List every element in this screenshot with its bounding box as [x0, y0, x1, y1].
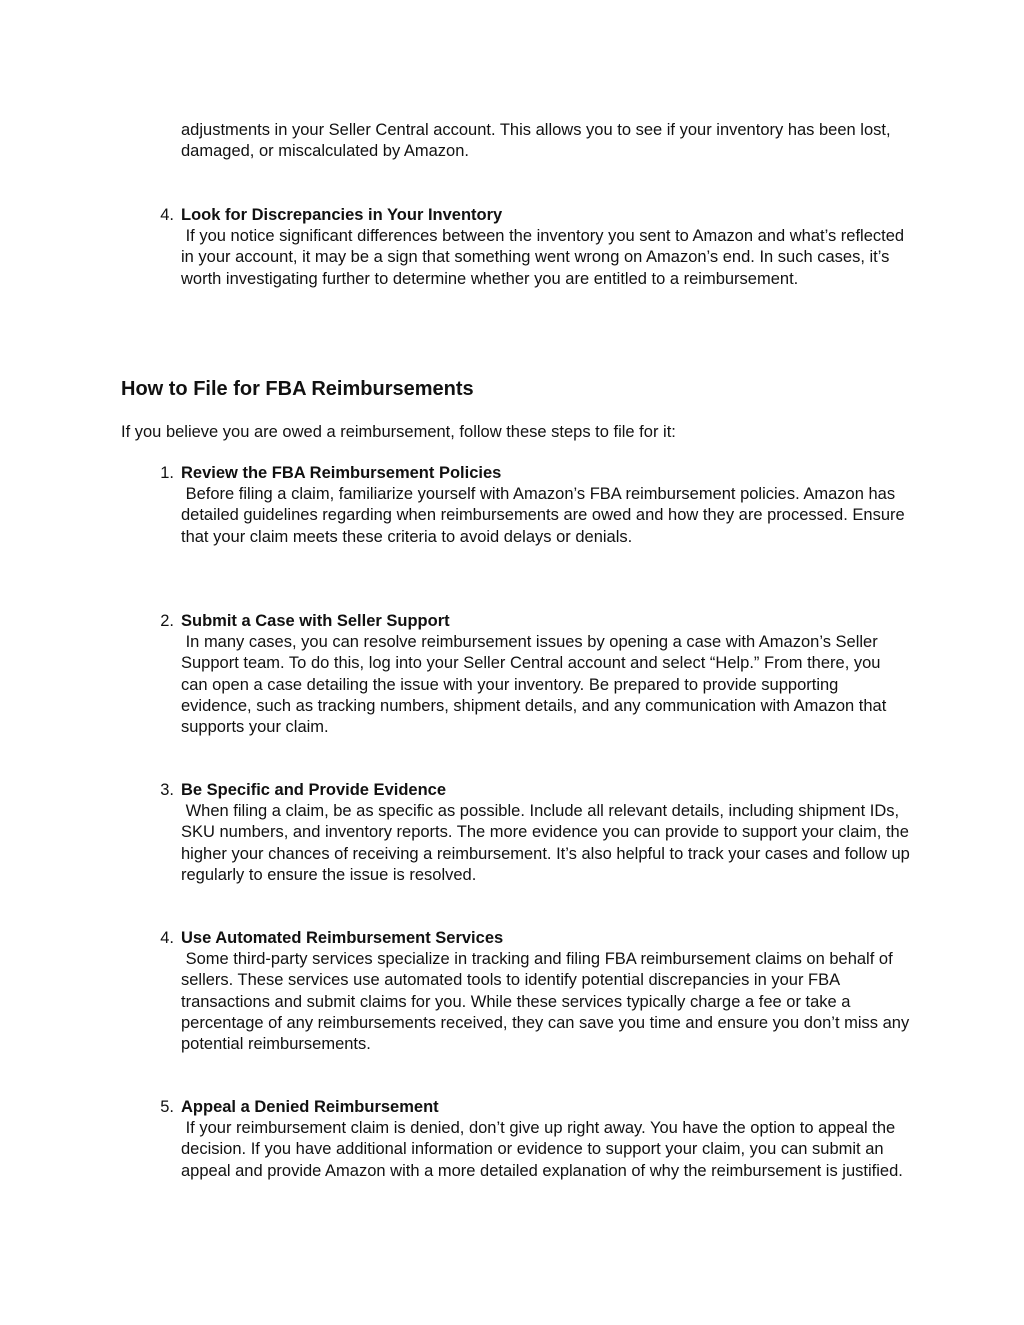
section-intro: If you believe you are owed a reimbursement, follow these steps to file for it:: [121, 423, 676, 441]
continued-paragraph: adjustments in your Seller Central account. This allows you to see if your inventory has been lost, damaged, or miscalculated by Amazon.: [181, 121, 891, 161]
list-item-title: Look for Discrepancies in Your Inventory: [181, 206, 503, 224]
list-number: 4.: [160, 206, 174, 224]
section-heading: How to File for FBA Reimbursements: [121, 378, 474, 400]
list-number: 1.: [160, 464, 174, 482]
list-item-title: Use Automated Reimbursement Services: [181, 929, 504, 947]
list-item-body: In many cases, you can resolve reimbursement issues by opening a case with Amazon’s Seller Support team. To do this, log into your Seller Central account and select “Help.” From there, you can open a case detailing the issue with your inventory. Be prepared to provide supporting evidence, such as tracking numbers, shipment details, and any communication with Amazon that supports your claim.: [181, 633, 891, 737]
list-item-body: If you notice significant differences between the inventory you sent to Amazon and what’s reflected in your account, it may be a sign that something went wrong on Amazon’s end. In such cases, it’s worth investigating further to determine whether you are entitled to a reimbursement.: [181, 227, 909, 288]
list-item-title: Appeal a Denied Reimbursement: [181, 1098, 439, 1116]
list-item-submit-case: [160, 611, 911, 738]
list-number: 2.: [160, 612, 174, 630]
list-item-body: If your reimbursement claim is denied, don’t give up right away. You have the option to appeal the decision. If you have additional information or evidence to support your claim, you can submit an appeal and provide Amazon with a more detailed explanation of why the reimbursement is justified.: [181, 1119, 903, 1180]
list-item-automated-services: [160, 928, 914, 1055]
list-item-review-policies: [160, 463, 911, 548]
list-item-body: Some third-party services specialize in tracking and filing FBA reimbursement claims on behalf of sellers. These services use automated tools to identify potential discrepancies in your FBA transactions and submit claims for you. While these services typically charge a fee or take a percentage of any reimbursements received, they can save you time and ensure you don’t miss any potential reimbursements.: [181, 950, 914, 1054]
list-number: 3.: [160, 781, 174, 799]
list-item-appeal-denied: [160, 1097, 911, 1182]
list-item-title: Be Specific and Provide Evidence: [181, 781, 447, 799]
list-item-title: Submit a Case with Seller Support: [181, 612, 450, 630]
list-item-body: When filing a claim, be as specific as possible. Include all relevant details, including shipment IDs, SKU numbers, and inventory reports. The more evidence you can provide to support your claim, the higher your chances of receiving a reimbursement. It’s also helpful to track your cases and follow up regularly to ensure the issue is resolved.: [181, 802, 915, 884]
list-number: 5.: [160, 1098, 174, 1116]
list-item-title: Review the FBA Reimbursement Policies: [181, 464, 502, 482]
list-number: 4.: [160, 929, 174, 947]
list-item-provide-evidence: [160, 780, 915, 886]
list-item-body: Before filing a claim, familiarize yourself with Amazon’s FBA reimbursement policies. Amazon has detailed guidelines regarding when reimbursements are owed and how they are processed. Ensure that your claim meets these criteria to avoid delays or denials.: [181, 485, 910, 546]
list-item-discrepancies: [160, 205, 911, 290]
